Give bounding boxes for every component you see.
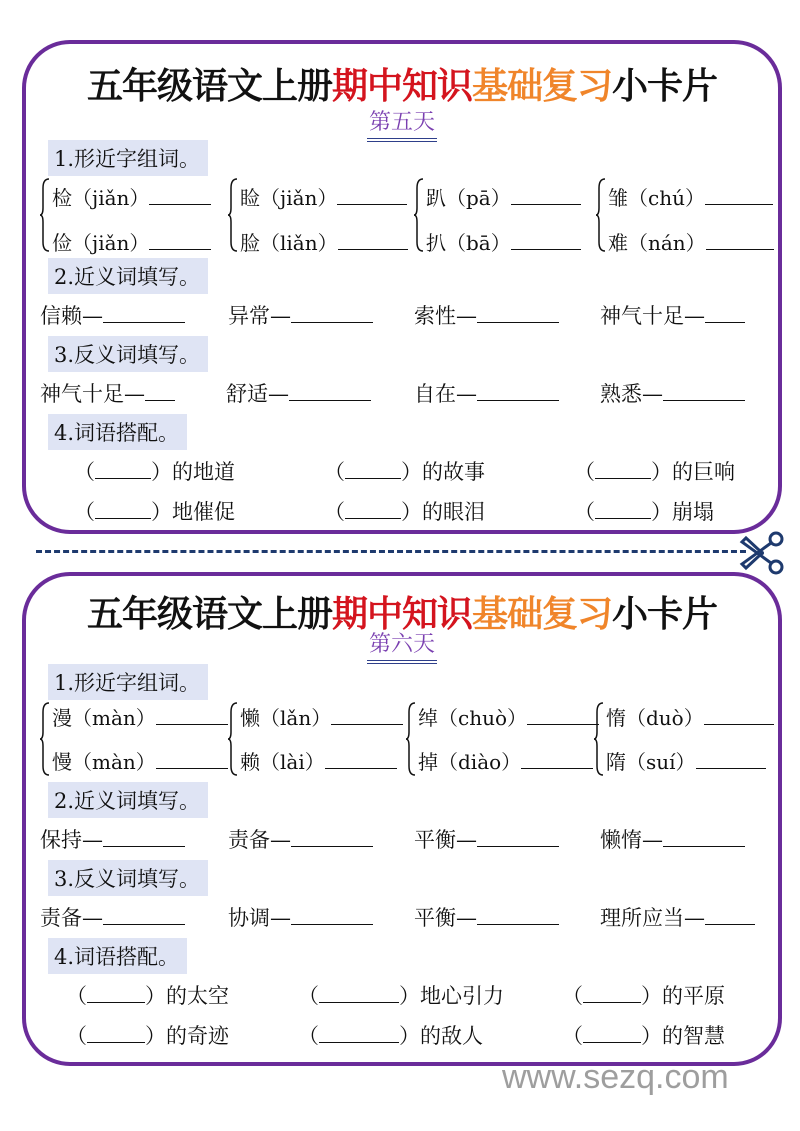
day-label: 第六天 (367, 632, 437, 664)
char-b: 掉（diào） (418, 750, 522, 774)
day-label: 第五天 (367, 110, 437, 142)
antonym-word: 自在— (414, 382, 477, 406)
antonym-word: 舒适— (226, 382, 289, 406)
answer-blank[interactable] (511, 186, 581, 205)
answer-blank[interactable] (527, 706, 599, 725)
synonym-word: 平衡— (414, 828, 477, 852)
char-a: 懒（lǎn） (240, 706, 332, 730)
section-antonyms: 3.反义词填写。 (48, 336, 208, 372)
answer-blank[interactable] (319, 984, 399, 1003)
title-part-2: 期中知识 (331, 66, 472, 107)
section-synonyms: 2.近义词填写。 (48, 782, 208, 818)
matching-item: （ ）的故事 (324, 460, 485, 484)
char-a: 趴（pā） (426, 186, 511, 210)
char-a: 惰（duò） (606, 706, 704, 730)
section-matching: 4.词语搭配。 (48, 938, 187, 974)
title-part-3: 基础复习 (472, 594, 613, 635)
answer-blank[interactable] (156, 706, 228, 725)
synonyms-row (40, 300, 768, 330)
answer-blank[interactable] (663, 828, 745, 847)
synonym-word: 神气十足— (600, 304, 705, 328)
antonym-word: 熟悉— (600, 382, 663, 406)
answer-blank[interactable] (595, 460, 651, 479)
card-title (26, 586, 778, 637)
answer-blank[interactable] (103, 304, 185, 323)
brace-icon (594, 702, 604, 776)
section-matching: 4.词语搭配。 (48, 414, 187, 450)
char-a: 雏（chú） (608, 186, 705, 210)
char-a: 检（jiǎn） (52, 186, 150, 210)
answer-blank[interactable] (705, 186, 773, 205)
answer-blank[interactable] (477, 906, 559, 925)
matching-item: （ ）地心引力 (298, 984, 504, 1008)
answer-blank[interactable] (521, 750, 593, 769)
matching-item: （ ）地催促 (74, 500, 235, 524)
antonyms-row (40, 902, 768, 932)
char-b: 隋（suí） (606, 750, 696, 774)
answer-blank[interactable] (291, 304, 373, 323)
answer-blank[interactable] (595, 500, 651, 519)
char-a: 绰（chuò） (418, 706, 528, 730)
answer-blank[interactable] (583, 1024, 641, 1043)
answer-blank[interactable] (345, 460, 401, 479)
char-b: 慢（màn） (52, 750, 156, 774)
section-synonyms: 2.近义词填写。 (48, 258, 208, 294)
brace-icon (406, 702, 416, 776)
char-b: 扒（bā） (426, 231, 511, 255)
answer-blank[interactable] (477, 382, 559, 401)
answer-blank[interactable] (705, 906, 755, 925)
synonym-word: 信赖— (40, 304, 103, 328)
synonyms-row (40, 824, 768, 854)
matching-item: （ ）的地道 (74, 460, 235, 484)
section-similar-chars: 1.形近字组词。 (48, 664, 208, 700)
answer-blank[interactable] (95, 460, 151, 479)
answer-blank[interactable] (477, 828, 559, 847)
answer-blank[interactable] (583, 984, 641, 1003)
title-part-1: 五年级语文上册 (86, 66, 332, 107)
title-part-4: 小卡片 (612, 66, 718, 107)
answer-blank[interactable] (103, 906, 185, 925)
char-b: 赖（lài） (240, 750, 325, 774)
char-b: 难（nán） (608, 231, 706, 255)
answer-blank[interactable] (477, 304, 559, 323)
answer-blank[interactable] (87, 984, 145, 1003)
title-part-2: 期中知识 (331, 594, 472, 635)
synonym-word: 责备— (228, 828, 291, 852)
section-similar-chars: 1.形近字组词。 (48, 140, 208, 176)
day-label-wrap (26, 110, 778, 142)
matching-item: （ ）的智慧 (562, 1024, 725, 1048)
cut-line (36, 550, 746, 553)
char-a: 睑（jiǎn） (240, 186, 338, 210)
matching-item: （ ）的眼泪 (324, 500, 485, 524)
answer-blank[interactable] (87, 1024, 145, 1043)
title-part-4: 小卡片 (612, 594, 718, 635)
title-part-1: 五年级语文上册 (86, 594, 332, 635)
answer-blank[interactable] (145, 382, 175, 401)
card-title (26, 58, 778, 109)
watermark: www.sezq.com (502, 1058, 729, 1096)
scissors-icon (736, 530, 786, 576)
answer-blank[interactable] (338, 231, 408, 250)
title-part-3: 基础复习 (472, 66, 613, 107)
char-b: 脸（liǎn） (240, 231, 338, 255)
matching-item: （ ）崩塌 (574, 500, 714, 524)
matching-item: （ ）的太空 (66, 984, 229, 1008)
similar-chars-row (40, 178, 768, 258)
answer-blank[interactable] (325, 750, 397, 769)
brace-icon (40, 702, 50, 776)
brace-icon (228, 178, 238, 252)
similar-chars-row (40, 702, 768, 782)
answer-blank[interactable] (149, 186, 211, 205)
antonym-word: 理所应当— (600, 906, 705, 930)
answer-blank[interactable] (291, 906, 373, 925)
brace-icon (228, 702, 238, 776)
antonym-word: 责备— (40, 906, 103, 930)
synonym-word: 异常— (228, 304, 291, 328)
synonym-word: 索性— (414, 304, 477, 328)
answer-blank[interactable] (331, 706, 403, 725)
brace-icon (40, 178, 50, 252)
antonym-word: 神气十足— (40, 382, 145, 406)
review-card-day6 (22, 572, 782, 1066)
answer-blank[interactable] (95, 500, 151, 519)
day-label-wrap (26, 632, 778, 664)
matching-item: （ ）的敌人 (298, 1024, 483, 1048)
brace-icon (596, 178, 606, 252)
char-a: 漫（màn） (52, 706, 156, 730)
antonym-word: 协调— (228, 906, 291, 930)
matching-item: （ ）的奇迹 (66, 1024, 229, 1048)
answer-blank[interactable] (156, 750, 228, 769)
antonym-word: 平衡— (414, 906, 477, 930)
answer-blank[interactable] (149, 231, 211, 250)
answer-blank[interactable] (319, 1024, 399, 1043)
answer-blank[interactable] (291, 828, 373, 847)
matching-item: （ ）的巨响 (574, 460, 735, 484)
answer-blank[interactable] (103, 828, 185, 847)
answer-blank[interactable] (289, 382, 371, 401)
answer-blank[interactable] (705, 304, 745, 323)
answer-blank[interactable] (345, 500, 401, 519)
section-antonyms: 3.反义词填写。 (48, 860, 208, 896)
answer-blank[interactable] (511, 231, 581, 250)
synonym-word: 保持— (40, 828, 103, 852)
answer-blank[interactable] (663, 382, 745, 401)
answer-blank[interactable] (337, 186, 407, 205)
answer-blank[interactable] (704, 706, 774, 725)
answer-blank[interactable] (706, 231, 774, 250)
antonyms-row (40, 378, 768, 408)
matching-item: （ ）的平原 (562, 984, 725, 1008)
review-card-day5 (22, 40, 782, 534)
brace-icon (414, 178, 424, 252)
synonym-word: 懒惰— (600, 828, 663, 852)
char-b: 俭（jiǎn） (52, 231, 150, 255)
answer-blank[interactable] (696, 750, 766, 769)
